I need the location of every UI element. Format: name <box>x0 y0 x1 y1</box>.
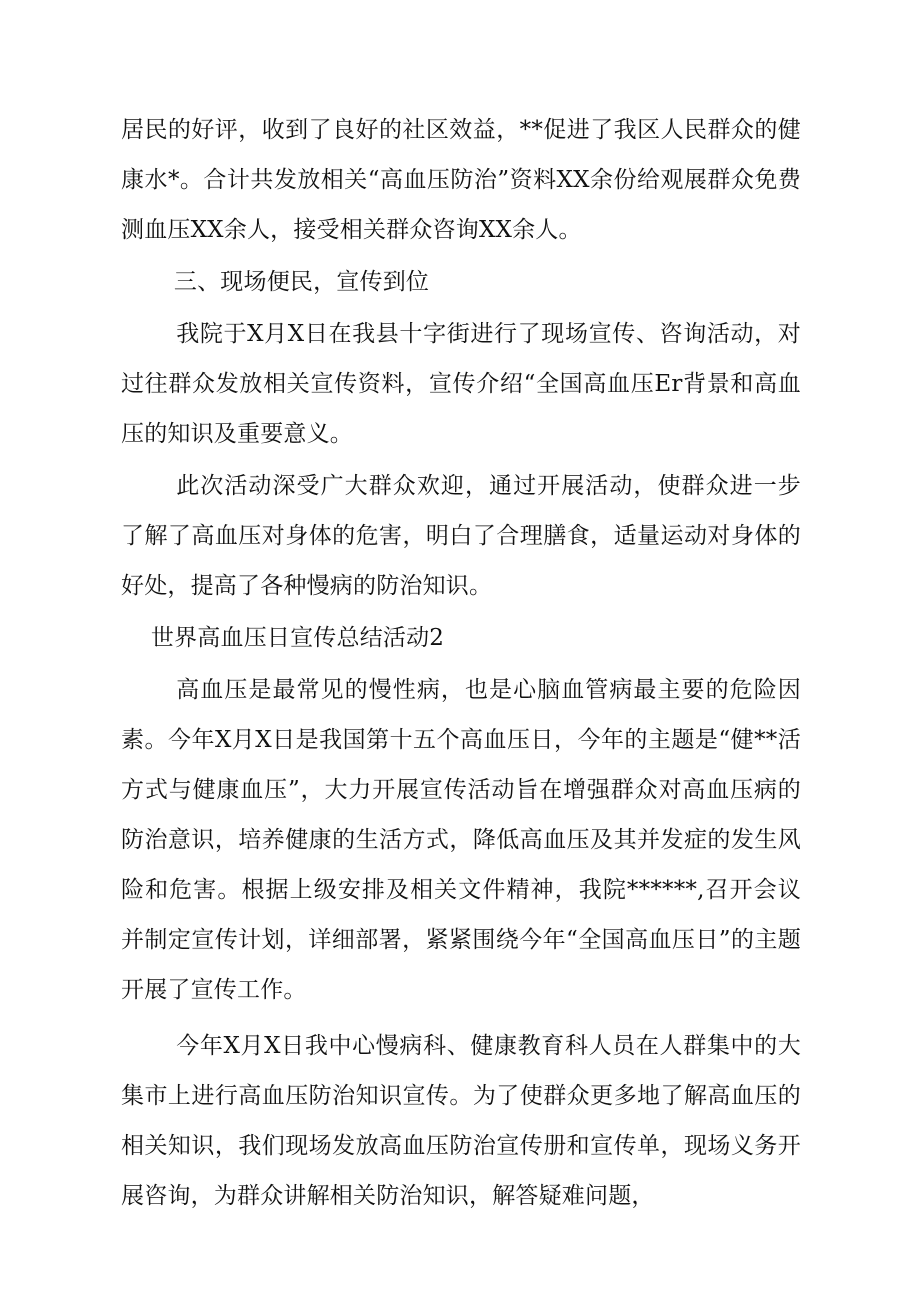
paragraph-onsite-campaign: 我院于X月X日在我县十字街进行了现场宣传、咨询活动，对过往群众发放相关宣传资料，宣传介绍“全国高血压Er背景和高血压的知识及重要意义。 <box>121 321 801 447</box>
paragraph-activity-effect: 此次活动深受广大群众欢迎，通过开展活动，使群众进一步了解了高血压对身体的危害，明白了合理膳食，适量运动对身体的好处，提高了各种慢病的防治知识。 <box>121 473 801 599</box>
paragraph-market-campaign: 今年X月X日我中心慢病科、健康教育科人员在人群集中的大集市上进行高血压防治知识宣传。为了使群众更多地了解高血压的相关知识，我们现场发放高血压防治宣传册和宣传单，现场义务开展咨询，为群众讲解相关防治知识，解答疑难问题， <box>121 1033 801 1209</box>
paragraph-hypertension-intro: 高血压是最常见的慢性病，也是心脑血管病最主要的危险因素。今年X月X日是我国第十五个高血压日，今年的主题是“健**活方式与健康血压”，大力开展宣传活动旨在增强群众对高血压病的防治意识，培养健康的生活方式，降低高血压及其并发症的发生风险和危害。根据上级安排及相关文件精神，我院******,召开会议并制定宣传计划，详细部署，紧紧围绕今年“全国高血压日”的主题开展了宣传工作。 <box>121 677 801 1003</box>
section-heading-onsite-service: 三、现场便民，宣传到位 <box>173 269 430 295</box>
document-body <box>121 105 801 1221</box>
subtitle-summary-2: 世界高血压日宣传总结活动2 <box>150 625 445 651</box>
paragraph-community-results: 居民的好评，收到了良好的社区效益，**促进了我区人民群众的健康水*。合计共发放相关“高血压防治”资料XX余份给观展群众免费测血压XX余人，接受相关群众咨询XX余人。 <box>121 117 801 243</box>
